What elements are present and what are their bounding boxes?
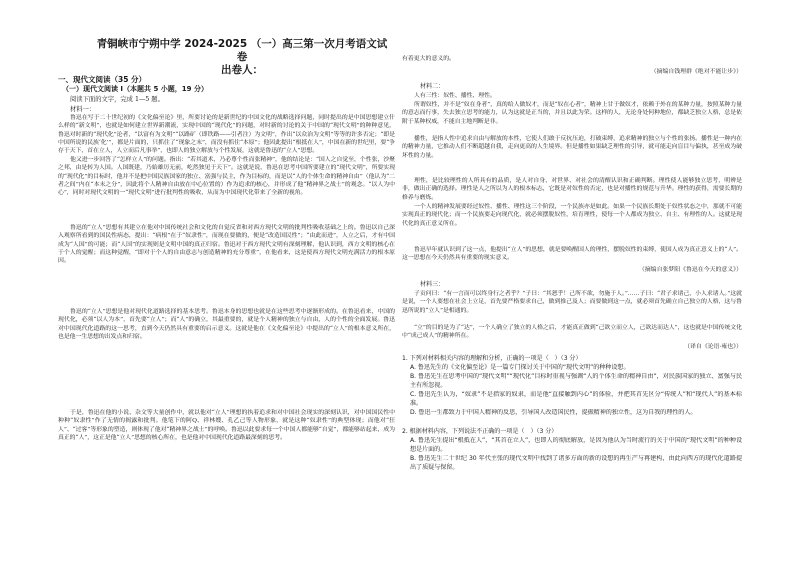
material2-paragraph-3: 播性，是指人性中追求自由与解放的本性，它使人们敢于反抗压迫，打破束缚，追求精神的独立与个性的张扬。播性是一种内在的精神力量，它推动人们不断超越自我，走向更高的人生境界。但是播性如果缺乏理性的引导，就可能走向盲目与偏执，甚至成为破坏性的力量。 bbox=[402, 136, 742, 159]
subsection-heading: （一）现代文阅读 I（本题共 5 小题，19 分） bbox=[62, 85, 208, 93]
setter-text: 出卷人： bbox=[221, 64, 263, 76]
question-2-stem: 2. 根据材料内容，下列说法不正确的一项是（ ）（3 分） bbox=[402, 428, 558, 435]
material1-paragraph-2: 他又进一步回答了“怎样立人”的问题。指出：“若其道术，乃必尊个性而张精神”，他的结论是：“国人之自觉至，个性张，沙聚之邦，由是转为人国。人国既建，乃始雄厉无前，屹然独见于天下”。这就是说，鲁迅在思考中国所要建立的“现代文明”，所要实现的“现代化”的目标时，他并不是把中国民族国家的独立、富强与民主，作为目标的，而是以“人的个体生命的精神自由”（他认为“二者之间”内在“本末之分”，因此将个人精神自由放在中心位置的）作为追求的核心，并形成了他“精神界之战士”的观念。“以人为中心”，同时对现代文明的一“现代文明”进行批判性的吸收，从而为中国现代化带来了全新的视角。 bbox=[58, 157, 395, 197]
question-2-option-b[interactable]: B. 鲁迅先生二十世纪 30 年代主张的现代文明中找到了诸多方面的新的设想的再生产与再建构，由此向西方的现代化道路提出了质疑与保留。 bbox=[410, 455, 742, 471]
material2-paragraph-6: 鲁迅早年就认识到了这一点，他提出“立人”的思想，就是要唤醒国人的理性，摆脱奴性的束缚，使国人成为真正意义上的“人”。这一思想在今天仍然具有重要的现实意义。 bbox=[402, 247, 742, 262]
material2-paragraph-5: 一个人的精神发展要经过奴性、播性、理性这三个阶段，一个民族亦是如此。如果一个民族长期处于奴性状态之中，那就不可能实现真正的现代化；而一个民族要走向现代化，就必须摆脱奴性，培育理性，使每一个人都成为独立、自主、有理性的人。这就是现代化的真正意义所在。 bbox=[402, 204, 742, 227]
material1-paragraph-1: 鲁迅在写于二十世纪初的《文化偏至论》里，所要讨论的是新世纪的中国文化的战略选择问题，同时提出的是中国思想建立什么样的“新文明”，也就是如何建立世界新潮流，实现中国的“现代化”的问题，对时新的讨论的关于中国的“现代文明”的种种意见，鲁迅对时新的“现代化”论者，“以富有为文明”“以路矿（即铁路——引者注）为文明”，作出“以众治为文明”等等的许多否定；“即是中国所说的民族‘化’”，都是片面的，只抓住了“现象之末”，而没有抓住“本原”；他因此提出“根抵在人”，中国在新的世纪里，要“争存于天下，首在立人，人立而后凡事举”，也即人的独立解放与个性发展，这就是鲁迅的“立人”思想。 bbox=[58, 115, 395, 155]
right-column-continuation: 有着更大的意义的。 bbox=[402, 56, 456, 62]
question-1-option-d[interactable]: D. 鲁迅一生都致力于中国人精神的反思，引导国人改造国民性，提振精神的独立性，这为自我的理性的人。 bbox=[410, 409, 697, 416]
material1-paragraph-4: 鲁迅的“立人”思想是他对现代化道路选择的基本思考。鲁迅本身的思想也就是在这些思考中逐渐形成的。在鲁迅看来，中国的现代化，必须“以人为本”，首先要“立人”；而“人”的确立，其最重要的，就是个人精神的独立与自由，人的个性的全面发展。鲁迅对中国现代化道路的这一思考，直到今天仍然具有重要的启示意义。这就是他在《文化偏至论》中提出的“立人”的根本意义所在，也是他一生思想的出发点和归宿。 bbox=[58, 309, 395, 341]
material1-paragraph-5: 于是，鲁迅在他的小说、杂文等大量创作中，就以他对“立人”理想的执着追求和对中国社会现实的深刻认识，对中国国民性中种种“奴隶性”作了无情的揭露和批判。他笔下的阿Q、祥林嫂、孔乙己等人物形象，就是这种“奴隶性”的典型体现；而他对“狂人”、“过客”等形象的塑造，则体现了他对“精神界之战士”的呼唤。鲁迅以此要求每一个中国人都能够“自觉”，都能够站起来，成为真正的“人”，这正是他“立人”思想的核心所在，也是他对中国现代化道路最深刻的思考。 bbox=[58, 410, 395, 442]
title-text: 青铜峡市宁朔中学 2024-2025 （一）高三第一次月考语文试卷 bbox=[96, 38, 388, 63]
material2-label: 材料二： bbox=[420, 83, 445, 90]
question-1-stem: 1. 下列对材料相关内容的理解和分析，正确的一项是（ ）（3 分） bbox=[402, 355, 582, 362]
material1-paragraph-3: 鲁迅的“立人”思想有其建立在他对中国传统社会和文化的自觉反省和对西方现代文明的批判性吸收基础之上的。鲁迅以自己深入观察所看到的国民性病态，提出：“病根”在于“奴隶性”，而现在要做的，便是“改造国民性”；“由此而进”，人立之后，才有中国成为“人国”的可能；而“人国”的实现则是文明中国的真正归宿。鲁迅对于西方现代文明有深刻理解，他认识到，西方文明的核心在于个人的觉醒；而这种觉醒，“即对于个人的自由意志与创造精神的充分尊重”，在他看来，这是使西方现代文明充满活力的根本原因。 bbox=[58, 225, 395, 265]
citation-2: （摘编自张梦阳《鲁迅在今天的意义》） bbox=[638, 267, 742, 273]
exam-title bbox=[92, 38, 392, 77]
material3-paragraph-1: 子贡问曰：“有一言而可以终身行之者乎？”子曰：“其恕乎！己所不欲，勿施于人。”……子曰：“君子求诸己，小人求诸人。”这就是说，一个人要想在社会上立足，首先要严格要求自己，做到推己及人；而要做到这一点，就必须首先确立自己独立的人格，这与鲁迅所说的“立人”是相通的。 bbox=[402, 291, 742, 314]
question-1-option-a[interactable]: A. 鲁迅先生的《文化偏至论》是一篇专门探讨关于中国的“现代文明”的种种设想。 bbox=[410, 364, 630, 371]
question-1-option-b[interactable]: B. 鲁迅先生在思考中国的“现代文明”“现代化”目标时重视与强调“人的个体生命的精神自由”，对民族国家的独立、富强与民主有所忽视。 bbox=[410, 373, 742, 389]
material2-paragraph-4: 理性，是比较理性的人所具有的品质，是人对自身、对世界、对社会的清醒认识和正确判断。理性使人能够独立思考，明辨是非，做出正确的选择。理性是人之所以为人的根本标志，它既是对奴性的否定，也是对播性的规范与升华。理性的获得，需要长期的修养与磨炼。 bbox=[402, 178, 742, 201]
material2-paragraph-2: 所谓奴性，并不是“奴在身者”，真的给人做奴才，而是“奴在心者”，精神上甘于做奴才，依赖于外在的某种力量，按照某种力量的意志而行事，失去独立思考的能力，认为这就是正当的，并且以此为荣。这样的人，无论身处何种地位，都缺乏独立人格，总是依附于某种权威，不能自主地判断是非。 bbox=[402, 102, 742, 125]
instruction-text: 阅读下面的文字，完成 1—5 题。 bbox=[70, 96, 164, 103]
material2-paragraph-1: 人有三性：奴性、播性、理性。 bbox=[414, 93, 496, 99]
citation-1: （摘编自钱理群《绝对不能让步》） bbox=[650, 69, 742, 75]
section-heading: 一、现代文阅读（35 分） bbox=[58, 75, 147, 84]
question-2-option-a[interactable]: A. 鲁迅先生提出“根抵在人”，“其首在立人”，也即人的彻底解放，是因为他认为当时流行的关于中国的“现代文明”的种种设想是片面的。 bbox=[410, 437, 742, 453]
material1-label: 材料一： bbox=[70, 106, 96, 113]
material3-label: 材料三： bbox=[420, 281, 445, 288]
material3-paragraph-2: “立”的目的是为了“达”，一个人确立了独立的人格之后，才能真正做到“己欲立而立人，己欲达而达人”，这也就是中国传统文化中“成己成人”的精神所在。 bbox=[402, 325, 742, 340]
question-1-option-c[interactable]: C. 鲁迅先生认为，“奴隶”不是指家的奴隶，而是他“直接触到内心”的体验，并把其首先区分“传统人”和“现代人”的基本标准。 bbox=[410, 391, 742, 407]
citation-3: （译自《论语·雍也》） bbox=[684, 344, 742, 350]
